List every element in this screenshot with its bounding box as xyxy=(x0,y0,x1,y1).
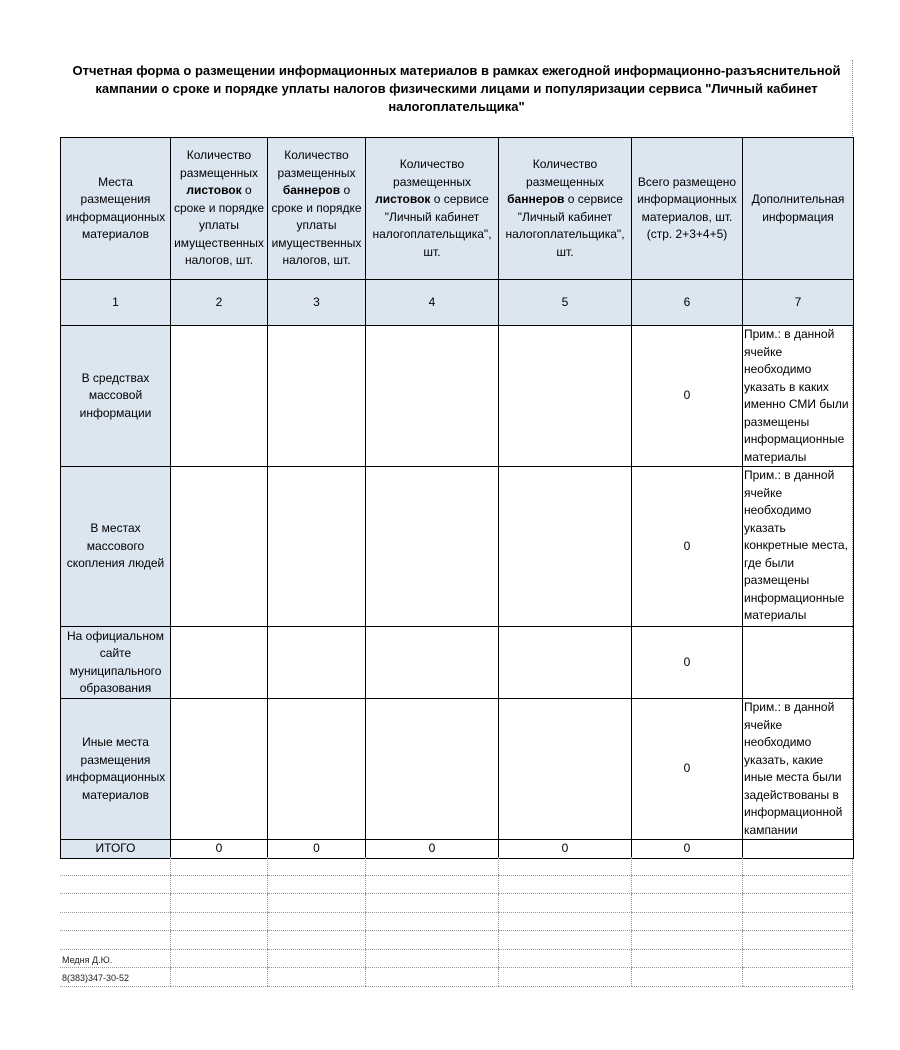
header-col-7: Дополнительная информация xyxy=(743,138,854,280)
input-cell[interactable] xyxy=(499,467,632,627)
total-value: 0 xyxy=(268,840,366,859)
input-cell[interactable] xyxy=(366,699,499,840)
row-total: 0 xyxy=(632,326,743,467)
table-row xyxy=(61,467,854,627)
input-cell[interactable] xyxy=(171,467,268,627)
input-cell[interactable] xyxy=(499,326,632,467)
col-number: 5 xyxy=(499,280,632,326)
row-total: 0 xyxy=(632,467,743,627)
page-title: Отчетная форма о размещении информационных материалов в рамках ежегодной информационно-разъяснительной кампании о сроке и порядке уплаты налогов физическими лицами и популяризации сервиса "Личный кабинет налогоплательщика" xyxy=(72,63,841,114)
input-cell[interactable] xyxy=(499,699,632,840)
table-row xyxy=(61,627,854,699)
row-place: На официальном сайте муниципального образования xyxy=(61,627,171,699)
input-cell[interactable] xyxy=(171,699,268,840)
header-col-6: Всего размещено информационных материалов, шт. (стр. 2+3+4+5) xyxy=(632,138,743,280)
total-note xyxy=(743,840,854,859)
col-number: 2 xyxy=(171,280,268,326)
spreadsheet-gridlines xyxy=(60,857,853,987)
row-place: В местах массового скопления людей xyxy=(61,467,171,627)
total-value: 0 xyxy=(499,840,632,859)
footer-phone: 8(383)347-30-52 xyxy=(62,973,130,983)
row-place: В средствах массовой информации xyxy=(61,326,171,467)
header-col-3: Количество размещенных баннеров о сроке и порядке уплаты имущественных налогов, шт. xyxy=(268,138,366,280)
total-value: 0 xyxy=(171,840,268,859)
input-cell[interactable] xyxy=(366,326,499,467)
row-total: 0 xyxy=(632,699,743,840)
header-col-4: Количество размещенных листовок о сервисе "Личный кабинет налогоплательщика", шт. xyxy=(366,138,499,280)
input-cell[interactable] xyxy=(366,467,499,627)
input-cell[interactable] xyxy=(171,326,268,467)
header-row xyxy=(61,138,854,280)
row-place: Иные места размещения информационных материалов xyxy=(61,699,171,840)
row-note[interactable]: Прим.: в данной ячейке необходимо указать в каких именно СМИ были размещены информационные материалы xyxy=(743,326,854,467)
total-value: 0 xyxy=(632,840,743,859)
table-row xyxy=(61,699,854,840)
input-cell[interactable] xyxy=(366,627,499,699)
input-cell[interactable] xyxy=(171,627,268,699)
table-row xyxy=(61,326,854,467)
column-number-row xyxy=(61,280,854,326)
report-table xyxy=(60,137,854,859)
input-cell[interactable] xyxy=(268,627,366,699)
row-note[interactable]: Прим.: в данной ячейке необходимо указать, какие иные места были задействованы в информационной кампании xyxy=(743,699,854,840)
col-number: 7 xyxy=(743,280,854,326)
totals-row xyxy=(61,840,854,859)
input-cell[interactable] xyxy=(268,467,366,627)
col-number: 4 xyxy=(366,280,499,326)
col-number: 3 xyxy=(268,280,366,326)
col-number: 6 xyxy=(632,280,743,326)
totals-label: ИТОГО xyxy=(61,840,171,859)
col-number: 1 xyxy=(61,280,171,326)
row-note[interactable] xyxy=(743,627,854,699)
footer-name: Медня Д.Ю. xyxy=(62,955,113,965)
input-cell[interactable] xyxy=(499,627,632,699)
header-col-1: Места размещения информационных материалов xyxy=(61,138,171,280)
input-cell[interactable] xyxy=(268,326,366,467)
input-cell[interactable] xyxy=(268,699,366,840)
row-total: 0 xyxy=(632,627,743,699)
row-note[interactable]: Прим.: в данной ячейке необходимо указать конкретные места, где были размещены информационные материалы xyxy=(743,467,854,627)
header-col-5: Количество размещенных баннеров о сервисе "Личный кабинет налогоплательщика", шт. xyxy=(499,138,632,280)
header-col-2: Количество размещенных листовок о сроке и порядке уплаты имущественных налогов, шт. xyxy=(171,138,268,280)
total-value: 0 xyxy=(366,840,499,859)
